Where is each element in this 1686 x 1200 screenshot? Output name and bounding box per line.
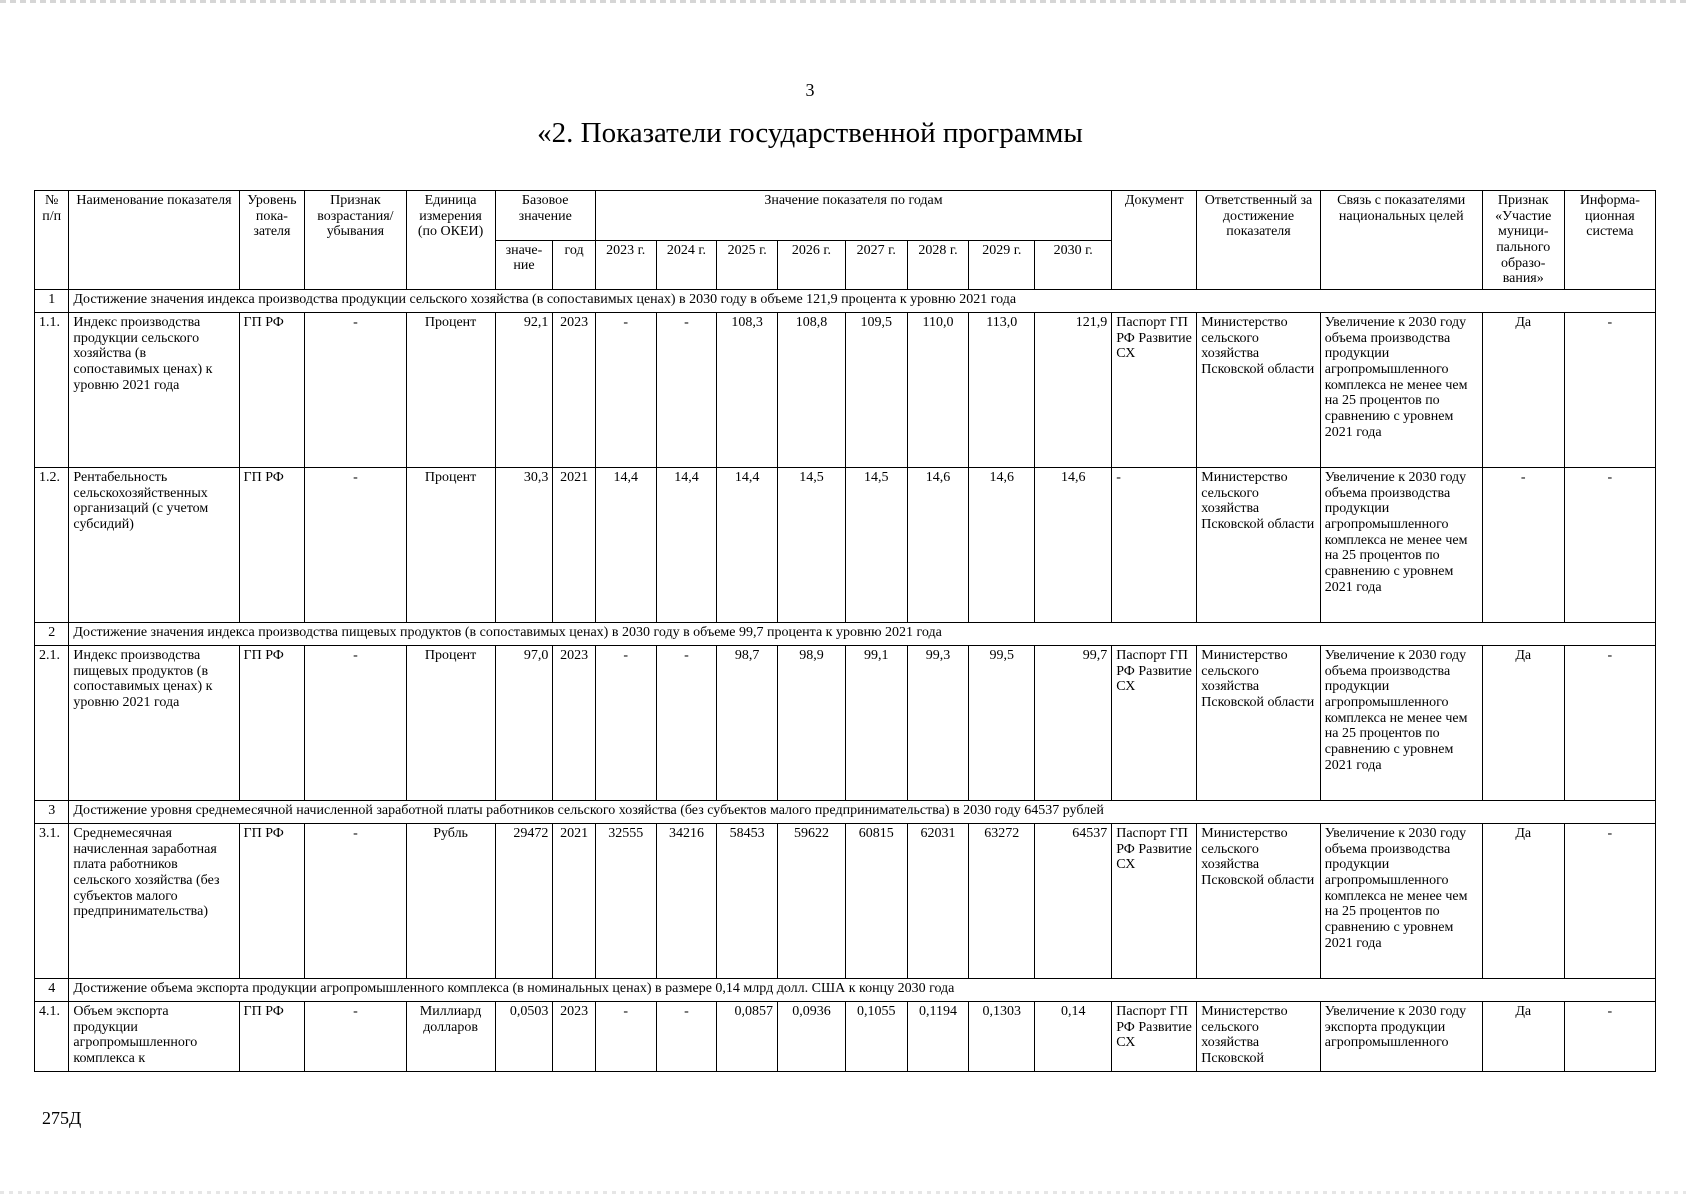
year-value: 0,0936 bbox=[778, 1002, 846, 1072]
indicator-level: ГП РФ bbox=[239, 824, 305, 979]
year-value: 14,6 bbox=[969, 468, 1035, 623]
year-value: 32555 bbox=[595, 824, 656, 979]
year-value: 58453 bbox=[717, 824, 778, 979]
base-year: 2021 bbox=[553, 824, 596, 979]
year-value: 0,0857 bbox=[717, 1002, 778, 1072]
year-value: 14,5 bbox=[778, 468, 846, 623]
document: - bbox=[1112, 468, 1197, 623]
document: Паспорт ГП РФ Развитие СХ bbox=[1112, 824, 1197, 979]
municipal-flag: - bbox=[1482, 468, 1564, 623]
base-value: 97,0 bbox=[495, 646, 553, 801]
year-value: - bbox=[656, 646, 717, 801]
year-value: 14,6 bbox=[1035, 468, 1112, 623]
year-value: 99,7 bbox=[1035, 646, 1112, 801]
table-row bbox=[35, 313, 1656, 468]
indicator-unit: Процент bbox=[406, 646, 495, 801]
year-value: 63272 bbox=[969, 824, 1035, 979]
indicator-name: Среднемесячная начисленная заработная плата работников сельского хозяйства (без субъектов малого предпринимательства) bbox=[69, 824, 239, 979]
col-header-unit: Единица измерения (по ОКЕИ) bbox=[406, 191, 495, 290]
year-value: 14,6 bbox=[907, 468, 969, 623]
municipal-flag: Да bbox=[1482, 1002, 1564, 1072]
base-value: 29472 bbox=[495, 824, 553, 979]
national-goal-link: Увеличение к 2030 году объема производства продукции агропромышленного комплекса не менее чем на 25 процентов по сравнению с уровнем 2021 года bbox=[1320, 313, 1482, 468]
section-row bbox=[35, 623, 1656, 646]
info-system: - bbox=[1564, 1002, 1655, 1072]
year-value: 108,3 bbox=[717, 313, 778, 468]
scan-edge-bottom bbox=[0, 1191, 1686, 1194]
year-value: - bbox=[595, 646, 656, 801]
col-header-link: Связь с показателями национальных целей bbox=[1320, 191, 1482, 290]
year-value: 110,0 bbox=[907, 313, 969, 468]
col-header-base-value: значе- ние bbox=[495, 240, 553, 290]
col-header-year: 2026 г. bbox=[778, 240, 846, 290]
page-number: 3 bbox=[805, 80, 815, 100]
document: Паспорт ГП РФ Развитие СХ bbox=[1112, 313, 1197, 468]
year-value: 60815 bbox=[845, 824, 907, 979]
col-header-year: 2027 г. bbox=[845, 240, 907, 290]
indicator-sign: - bbox=[305, 824, 406, 979]
year-value: 109,5 bbox=[845, 313, 907, 468]
base-year: 2021 bbox=[553, 468, 596, 623]
national-goal-link: Увеличение к 2030 году экспорта продукции агропромышленного bbox=[1320, 1002, 1482, 1072]
indicator-level: ГП РФ bbox=[239, 468, 305, 623]
col-header-year: 2024 г. bbox=[656, 240, 717, 290]
year-value: 99,1 bbox=[845, 646, 907, 801]
section-number: 2 bbox=[35, 623, 69, 646]
section-row bbox=[35, 801, 1656, 824]
col-header-base-year: год bbox=[553, 240, 596, 290]
document: Паспорт ГП РФ Развитие СХ bbox=[1112, 1002, 1197, 1072]
col-header-year: 2023 г. bbox=[595, 240, 656, 290]
info-system: - bbox=[1564, 313, 1655, 468]
year-value: - bbox=[595, 313, 656, 468]
indicator-unit: Процент bbox=[406, 468, 495, 623]
col-header-year: 2030 г. bbox=[1035, 240, 1112, 290]
indicator-unit: Миллиард долларов bbox=[406, 1002, 495, 1072]
year-value: 0,14 bbox=[1035, 1002, 1112, 1072]
year-value: 99,5 bbox=[969, 646, 1035, 801]
indicator-sign: - bbox=[305, 313, 406, 468]
section-title: Достижение объема экспорта продукции агропромышленного комплекса (в номинальных ценах) в размере 0,14 млрд долл. США к концу 2030 года bbox=[69, 979, 1656, 1002]
table-row bbox=[35, 646, 1656, 801]
document: Паспорт ГП РФ Развитие СХ bbox=[1112, 646, 1197, 801]
year-value: 14,4 bbox=[656, 468, 717, 623]
info-system: - bbox=[1564, 646, 1655, 801]
year-value: 34216 bbox=[656, 824, 717, 979]
indicator-level: ГП РФ bbox=[239, 313, 305, 468]
col-header-document: Документ bbox=[1112, 191, 1197, 290]
indicator-unit: Рубль bbox=[406, 824, 495, 979]
row-number: 1.2. bbox=[35, 468, 69, 623]
document-code: 275Д bbox=[42, 1108, 82, 1128]
col-header-num: № п/п bbox=[35, 191, 69, 290]
year-value: 14,4 bbox=[717, 468, 778, 623]
row-number: 3.1. bbox=[35, 824, 69, 979]
section-title: Достижение уровня среднемесячной начисленной заработной платы работников сельского хозяйства (без субъектов малого предпринимательства) в 2030 году 64537 рублей bbox=[69, 801, 1656, 824]
indicator-level: ГП РФ bbox=[239, 1002, 305, 1072]
base-value: 30,3 bbox=[495, 468, 553, 623]
year-value: 0,1055 bbox=[845, 1002, 907, 1072]
year-value: 108,8 bbox=[778, 313, 846, 468]
responsible: Министерство сельского хозяйства Псковской области bbox=[1197, 468, 1321, 623]
col-header-sign: Признак возрастания/ убывания bbox=[305, 191, 406, 290]
section-row bbox=[35, 290, 1656, 313]
indicator-level: ГП РФ bbox=[239, 646, 305, 801]
year-value: 0,1303 bbox=[969, 1002, 1035, 1072]
responsible: Министерство сельского хозяйства Псковской области bbox=[1197, 313, 1321, 468]
year-value: - bbox=[595, 1002, 656, 1072]
national-goal-link: Увеличение к 2030 году объема производства продукции агропромышленного комплекса не менее чем на 25 процентов по сравнению с уровнем 2021 года bbox=[1320, 646, 1482, 801]
section-row bbox=[35, 979, 1656, 1002]
base-value: 92,1 bbox=[495, 313, 553, 468]
base-year: 2023 bbox=[553, 1002, 596, 1072]
base-value: 0,0503 bbox=[495, 1002, 553, 1072]
table-row bbox=[35, 824, 1656, 979]
section-number: 3 bbox=[35, 801, 69, 824]
municipal-flag: Да bbox=[1482, 313, 1564, 468]
col-header-name: Наименование показателя bbox=[69, 191, 239, 290]
year-value: 121,9 bbox=[1035, 313, 1112, 468]
col-header-years-group: Значение показателя по годам bbox=[595, 191, 1111, 241]
info-system: - bbox=[1564, 824, 1655, 979]
year-value: - bbox=[656, 313, 717, 468]
municipal-flag: Да bbox=[1482, 646, 1564, 801]
indicator-sign: - bbox=[305, 1002, 406, 1072]
indicator-sign: - bbox=[305, 646, 406, 801]
indicator-name: Объем экспорта продукции агропромышленного комплекса к bbox=[69, 1002, 239, 1072]
row-number: 1.1. bbox=[35, 313, 69, 468]
year-value: 99,3 bbox=[907, 646, 969, 801]
section-title: Достижение значения индекса производства продукции сельского хозяйства (в сопоставимых ценах) в 2030 году в объеме 121,9 процента к уровню 2021 года bbox=[69, 290, 1656, 313]
info-system: - bbox=[1564, 468, 1655, 623]
section-number: 1 bbox=[35, 290, 69, 313]
municipal-flag: Да bbox=[1482, 824, 1564, 979]
responsible: Министерство сельского хозяйства Псковской области bbox=[1197, 824, 1321, 979]
year-value: 59622 bbox=[778, 824, 846, 979]
col-header-year: 2029 г. bbox=[969, 240, 1035, 290]
scan-edge-top bbox=[0, 0, 1686, 3]
col-header-year: 2028 г. bbox=[907, 240, 969, 290]
national-goal-link: Увеличение к 2030 году объема производства продукции агропромышленного комплекса не менее чем на 25 процентов по сравнению с уровнем 2021 года bbox=[1320, 824, 1482, 979]
indicator-name: Индекс производства пищевых продуктов (в сопоставимых ценах) к уровню 2021 года bbox=[69, 646, 239, 801]
indicator-sign: - bbox=[305, 468, 406, 623]
row-number: 4.1. bbox=[35, 1002, 69, 1072]
section-number: 4 bbox=[35, 979, 69, 1002]
col-header-level: Уровень пока- зателя bbox=[239, 191, 305, 290]
base-year: 2023 bbox=[553, 313, 596, 468]
page-title: «2. Показатели государственной программы bbox=[537, 117, 1083, 149]
year-value: 0,1194 bbox=[907, 1002, 969, 1072]
indicator-unit: Процент bbox=[406, 313, 495, 468]
indicator-name: Индекс производства продукции сельского хозяйства (в сопоставимых ценах) к уровню 2021 года bbox=[69, 313, 239, 468]
base-year: 2023 bbox=[553, 646, 596, 801]
year-value: 64537 bbox=[1035, 824, 1112, 979]
table-row bbox=[35, 468, 1656, 623]
year-value: 62031 bbox=[907, 824, 969, 979]
indicators-table bbox=[34, 190, 1656, 1072]
col-header-year: 2025 г. bbox=[717, 240, 778, 290]
col-header-responsible: Ответственный за достижение показателя bbox=[1197, 191, 1321, 290]
year-value: 113,0 bbox=[969, 313, 1035, 468]
responsible: Министерство сельского хозяйства Псковской области bbox=[1197, 646, 1321, 801]
year-value: 98,9 bbox=[778, 646, 846, 801]
col-header-base: Базовое значение bbox=[495, 191, 595, 241]
col-header-municipal: Признак «Участие муници- пального образо- вания» bbox=[1482, 191, 1564, 290]
year-value: - bbox=[656, 1002, 717, 1072]
year-value: 14,4 bbox=[595, 468, 656, 623]
national-goal-link: Увеличение к 2030 году объема производства продукции агропромышленного комплекса не менее чем на 25 процентов по сравнению с уровнем 2021 года bbox=[1320, 468, 1482, 623]
indicator-name: Рентабельность сельскохозяйственных организаций (с учетом субсидий) bbox=[69, 468, 239, 623]
year-value: 98,7 bbox=[717, 646, 778, 801]
section-title: Достижение значения индекса производства пищевых продуктов (в сопоставимых ценах) в 2030 году в объеме 99,7 процента к уровню 2021 года bbox=[69, 623, 1656, 646]
row-number: 2.1. bbox=[35, 646, 69, 801]
responsible: Министерство сельского хозяйства Псковской bbox=[1197, 1002, 1321, 1072]
table-row bbox=[35, 1002, 1656, 1072]
col-header-info-system: Информа- ционная система bbox=[1564, 191, 1655, 290]
year-value: 14,5 bbox=[845, 468, 907, 623]
